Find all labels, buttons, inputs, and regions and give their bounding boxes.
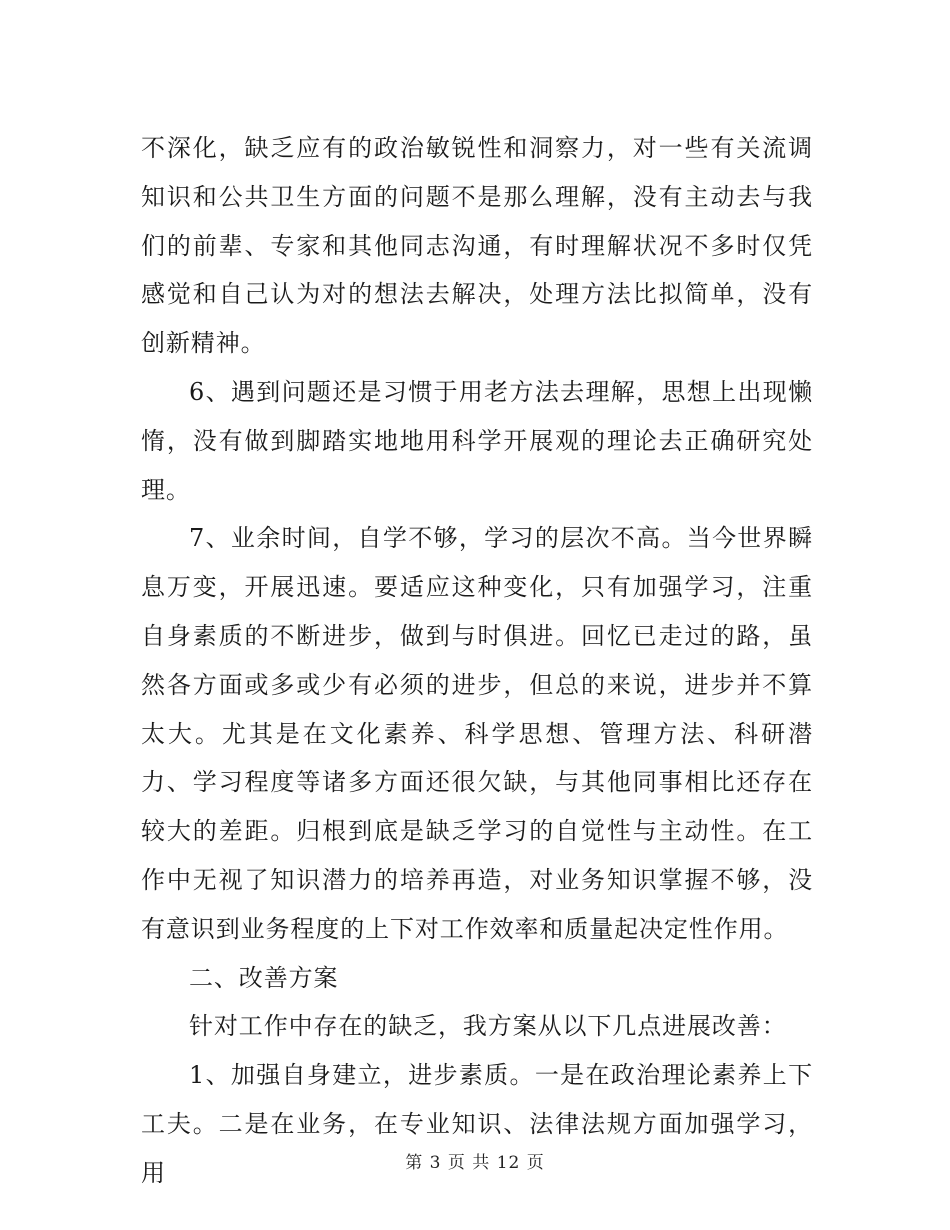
paragraph-item-6: 6、遇到问题还是习惯于用老方法去理解，思想上出现懒惰，没有做到脚踏实地地用科学开展观的理论去正确研究处理。 <box>141 377 813 504</box>
page-number-footer: 第 3 页 共 12 页 <box>405 1153 545 1173</box>
section-heading-improvement-plan: 二、改善方案 <box>189 963 339 992</box>
paragraph-continuation: 不深化，缺乏应有的政治敏锐性和洞察力，对一些有关流调知识和公共卫生方面的问题不是那么理解，没有主动去与我们的前辈、专家和其他同志沟通，有时理解状况不多时仅凭感觉和自己认为对的想法去解决，处理方法比拟简单，没有创新精神。 <box>141 134 813 358</box>
paragraph-item-7: 7、业余时间，自学不够，学习的层次不高。当今世界瞬息万变，开展迅速。要适应这种变化，只有加强学习，注重自身素质的不断进步，做到与时俱进。回忆已走过的路，虽然各方面或多或少有必须的进步，但总的来说，进步并不算太大。尤其是在文化素养、科学思想、管理方法、科研潜力、学习程度等诸多方面还很欠缺，与其他同事相比还存在较大的差距。归根到底是缺乏学习的自觉性与主动性。在工作中无视了知识潜力的培养再造，对业务知识掌握不够，没有意识到业务程度的上下对工作效率和质量起决定性作用。 <box>141 524 813 943</box>
paragraph-plan-intro: 针对工作中存在的缺乏，我方案从以下几点进展改善： <box>189 1012 787 1041</box>
paragraph-plan-item-1: 1、加强自身建立，进步素质。一是在政治理论素养上下工夫。二是在业务，在专业知识、法律法规方面加强学习，用 <box>141 1061 813 1187</box>
document-body <box>141 124 813 1198</box>
